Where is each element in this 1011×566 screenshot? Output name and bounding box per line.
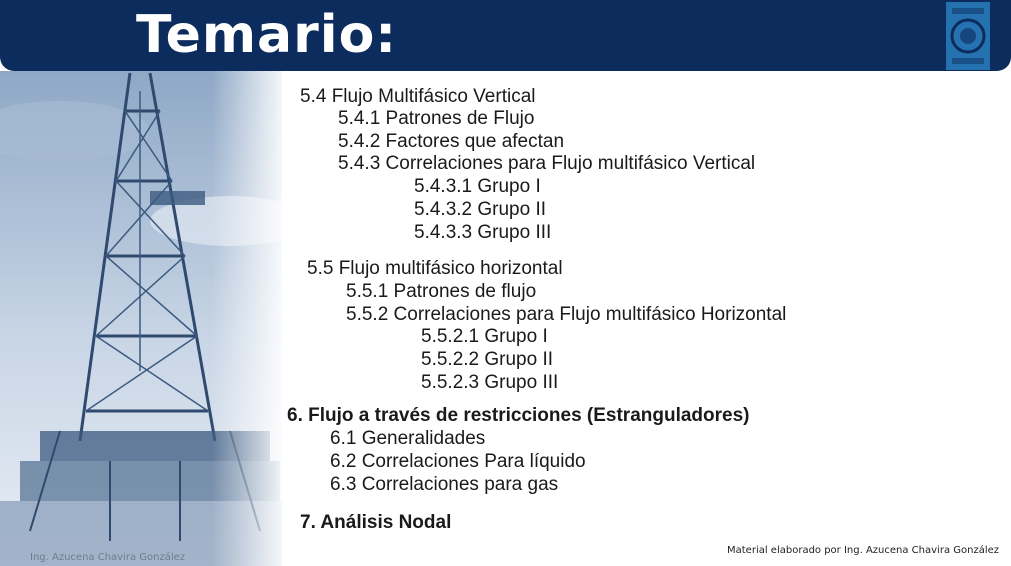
outline-item: 5.4.3.2 Grupo II	[414, 199, 547, 220]
outline-item: 5.4.3.1 Grupo I	[414, 176, 541, 197]
outline-item: 5.5.2.1 Grupo I	[421, 326, 548, 347]
outline-item: 5.5.2 Correlaciones para Flujo multifásico Horizontal	[346, 304, 787, 325]
outline-section-heading: 7. Análisis Nodal	[300, 512, 452, 533]
outline-item: 5.4 Flujo Multifásico Vertical	[300, 86, 536, 107]
outline-item: 5.4.1 Patrones de Flujo	[338, 108, 535, 129]
page-title: Temario:	[136, 5, 398, 65]
outline-item: 5.5.2.3 Grupo III	[421, 372, 559, 393]
outline-item: 5.4.3 Correlaciones para Flujo multifásico Vertical	[338, 153, 756, 174]
outline-item: 5.4.3.3 Grupo III	[414, 222, 552, 243]
outline-item: 5.4.2 Factores que afectan	[338, 131, 565, 152]
outline-item: 6.1 Generalidades	[330, 428, 486, 449]
outline-item: 6.2 Correlaciones Para líquido	[330, 451, 586, 472]
outline-item: 5.5.1 Patrones de flujo	[346, 281, 537, 302]
footer-right-credit: Material elaborado por Ing. Azucena Chavira González	[727, 545, 1000, 556]
outline-section-heading: 6. Flujo a través de restricciones (Estranguladores)	[287, 405, 750, 426]
footer-left-credit: Ing. Azucena Chavira González	[30, 552, 186, 563]
outline-item: 6.3 Correlaciones para gas	[330, 474, 559, 495]
outline-item: 5.5 Flujo multifásico horizontal	[307, 258, 563, 279]
outline-item: 5.5.2.2 Grupo II	[421, 349, 554, 370]
